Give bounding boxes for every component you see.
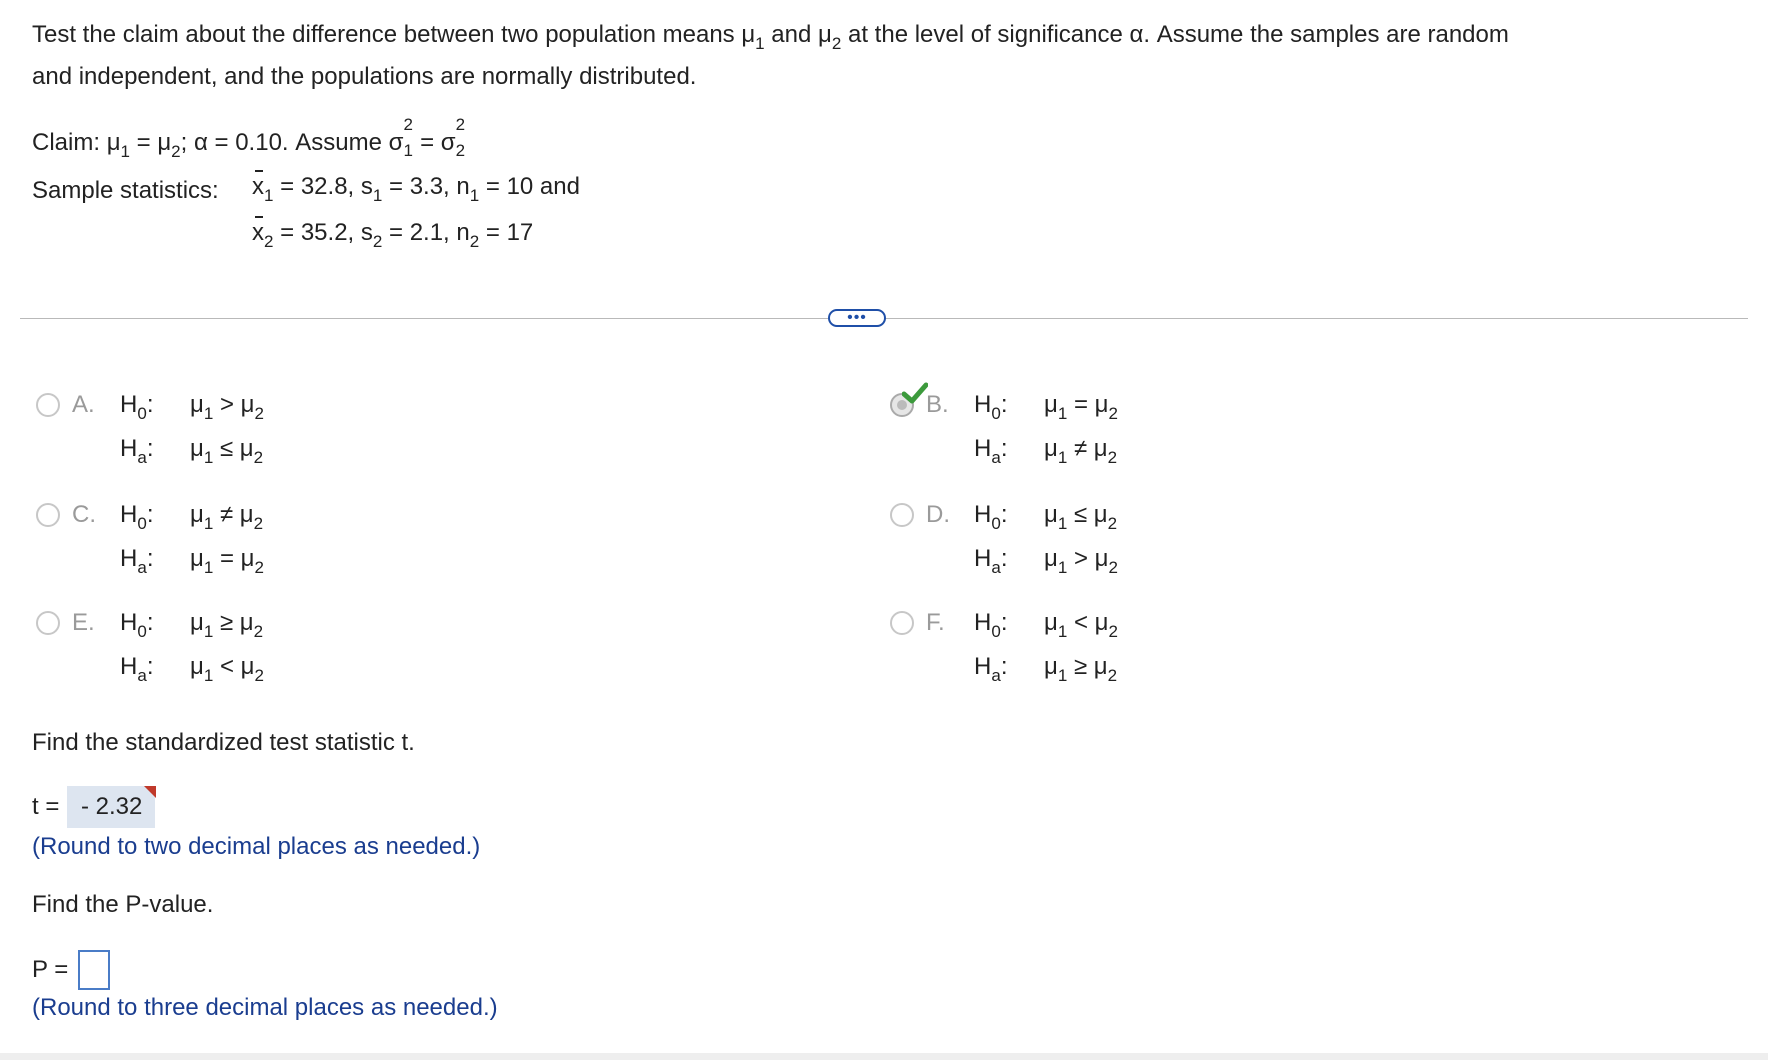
null-hypothesis: $H_0$: $\mu_1 \ne \mu_2$ <box>120 501 264 533</box>
sample-statistics-row2: $x_2 = 35.2$, $s_2 = 2.1$, $n_2 = 17$ <box>252 219 534 251</box>
option-letter: F. <box>926 609 945 636</box>
alternative-hypothesis: $H_a$: $\mu_1 < \mu_2$ <box>120 653 264 685</box>
bottom-strip <box>0 1053 1768 1060</box>
alternative-hypothesis: $H_a$: $\mu_1 = \mu_2$ <box>120 545 264 577</box>
radio-icon[interactable] <box>36 503 60 527</box>
t-statistic-label: t = <box>32 793 60 820</box>
problem-intro-line2: and independent, and the populations are normally distributed. <box>32 63 697 90</box>
alternative-hypothesis: $H_a$: $\mu_1 \le \mu_2$ <box>120 435 264 467</box>
option-letter: A. <box>72 391 95 418</box>
t-rounding-hint: (Round to two decimal places as needed.) <box>32 833 481 860</box>
null-hypothesis: $H_0$: $\mu_1 > \mu_2$ <box>120 391 264 423</box>
option-letter: B. <box>926 391 949 418</box>
radio-icon[interactable] <box>36 393 60 417</box>
radio-icon[interactable] <box>890 611 914 635</box>
alternative-hypothesis: $H_a$: $\mu_1 \ge \mu_2$ <box>974 653 1118 685</box>
null-hypothesis: $H_0$: $\mu_1 \ge \mu_2$ <box>120 609 264 641</box>
option-letter: E. <box>72 609 95 636</box>
alternative-hypothesis: $H_a$: $\mu_1 \ne \mu_2$ <box>974 435 1118 467</box>
radio-icon[interactable] <box>890 503 914 527</box>
p-rounding-hint: (Round to three decimal places as needed.) <box>32 994 498 1021</box>
p-value-input[interactable] <box>78 950 110 990</box>
p-value-label: P = <box>32 956 69 983</box>
feedback-flag-icon <box>144 786 156 798</box>
p-value-prompt: Find the P-value. <box>32 891 214 918</box>
correct-check-icon <box>902 382 928 404</box>
radio-icon[interactable] <box>36 611 60 635</box>
null-hypothesis: $H_0$: $\mu_1 \le \mu_2$ <box>974 501 1118 533</box>
problem-intro-line1: Test the claim about the difference between two population means $\mu_1$ and $\mu_2$ at the level of significance α. Assume the samples are random <box>32 21 1509 53</box>
t-statistic-prompt: Find the standardized test statistic t. <box>32 729 415 756</box>
alternative-hypothesis: $H_a$: $\mu_1 > \mu_2$ <box>974 545 1118 577</box>
option-letter: D. <box>926 501 950 528</box>
option-letter: C. <box>72 501 96 528</box>
null-hypothesis: $H_0$: $\mu_1 < \mu_2$ <box>974 609 1118 641</box>
sample-statistics-label: Sample statistics: <box>32 177 219 204</box>
more-options-button[interactable]: ••• <box>828 309 886 327</box>
sample-statistics-row1: $x_1 = 32.8$, $s_1 = 3.3$, $n_1 = 10$ and <box>252 173 580 205</box>
claim-line: Claim: $\mu_1 = \mu_2$; α = 0.10. Assume σ 2 1 = σ 2 2 <box>32 115 466 161</box>
t-statistic-answer[interactable]: - 2.32 <box>67 786 155 828</box>
null-hypothesis: $H_0$: $\mu_1 = \mu_2$ <box>974 391 1118 423</box>
